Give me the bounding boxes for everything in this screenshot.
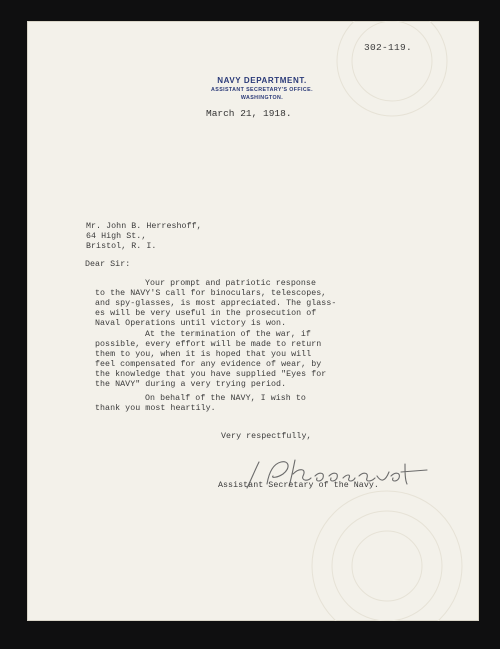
text-line: possible, every effort will be made to return: [95, 340, 322, 349]
paragraph-1: [95, 279, 336, 329]
text-line: thank you most heartily.: [95, 404, 216, 413]
salutation: Dear Sir:: [85, 260, 131, 269]
letterhead-department: NAVY DEPARTMENT.: [217, 76, 307, 85]
letterhead-office: ASSISTANT SECRETARY'S OFFICE.: [211, 87, 313, 93]
letterhead: [147, 75, 377, 102]
text-line: feel compensated for any evidence of wear, by: [95, 360, 322, 369]
paragraph-2: [95, 330, 326, 390]
text-line: the knowledge that you have supplied "Eyes for: [95, 370, 327, 379]
closing: Very respectfully,: [221, 432, 312, 441]
address-line: 64 High St.,: [86, 232, 147, 241]
text-line: es will be very useful in the prosecution of: [95, 309, 317, 318]
letter-sheet: [27, 21, 479, 621]
file-number: 302-119.: [364, 42, 413, 53]
text-line: and spy-glasses, is most appreciated. The glass-: [95, 299, 337, 308]
address-line: Mr. John B. Herreshoff,: [86, 222, 202, 231]
text-line: At the termination of the war, if: [145, 330, 311, 339]
recipient-address: [86, 222, 202, 252]
text-line: Your prompt and patriotic response: [145, 279, 316, 288]
text-line: On behalf of the NAVY, I wish to: [145, 394, 306, 403]
text-line: the NAVY" during a very trying period.: [95, 380, 287, 389]
text-line: Naval Operations until victory is won.: [95, 319, 287, 328]
signer-title: Assistant Secretary of the Navy.: [218, 481, 379, 490]
letterhead-city: WASHINGTON.: [240, 95, 284, 101]
address-line: Bristol, R. I.: [86, 242, 157, 251]
text-line: to the NAVY'S call for binoculars, telescopes,: [95, 289, 327, 298]
text-line: them to you, when it is hoped that you will: [95, 350, 312, 359]
paragraph-3: [95, 394, 306, 414]
letter-date: March 21, 1918.: [206, 108, 292, 119]
